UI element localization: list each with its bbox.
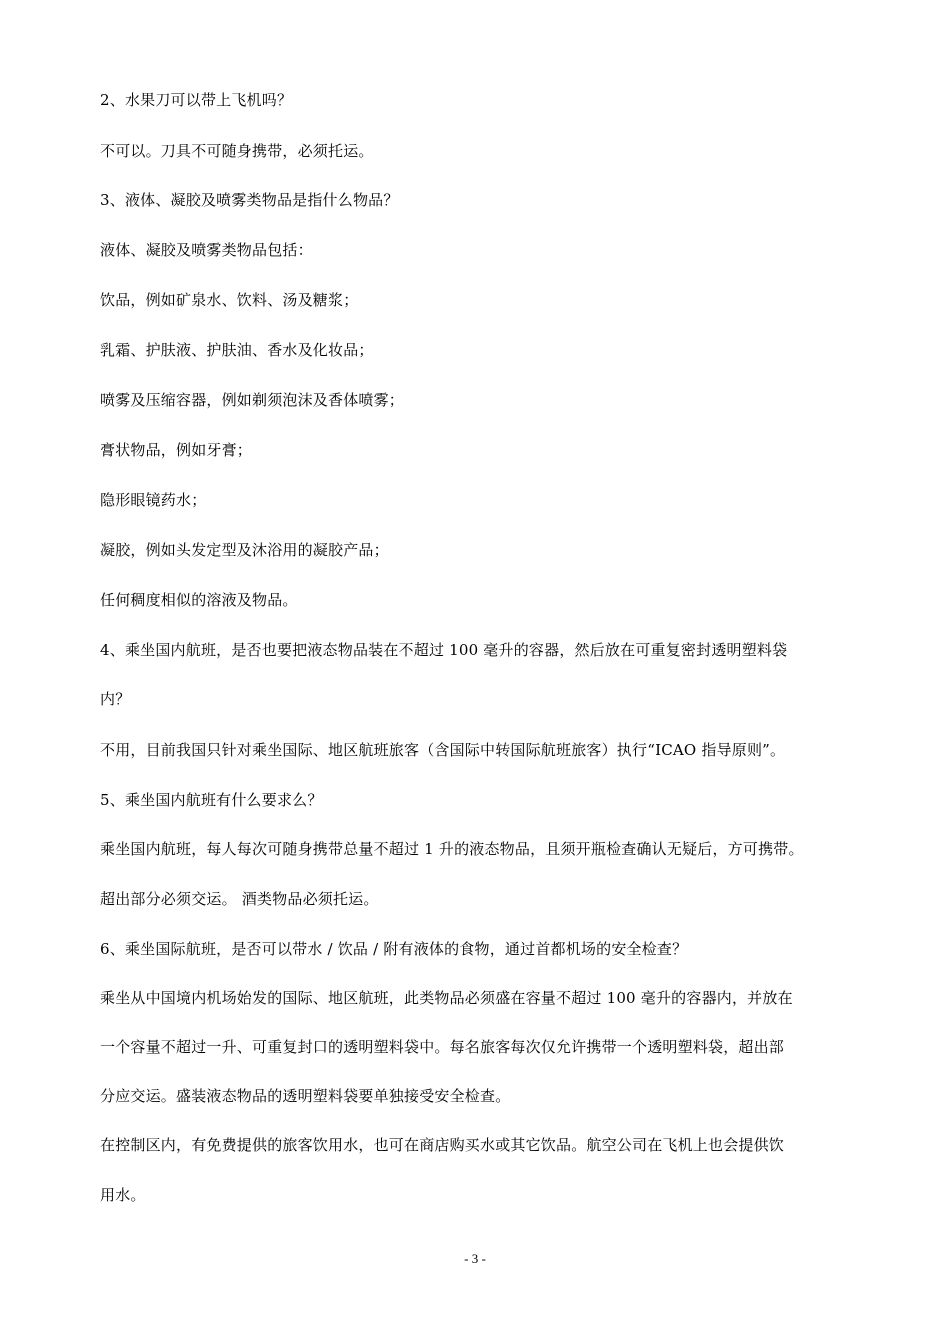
answer-3-item-6: 凝胶，例如头发定型及沐浴用的凝胶产品； — [100, 541, 389, 559]
answer-3-item-5: 隐形眼镜药水； — [100, 491, 207, 509]
question-4-line-2: 内？ — [100, 690, 131, 708]
answer-3-item-4: 膏状物品，例如牙膏； — [100, 441, 253, 459]
answer-3-intro: 液体、凝胶及喷雾类物品包括： — [100, 241, 313, 259]
answer-3-item-2: 乳霜、护肤液、护肤油、香水及化妆品； — [100, 341, 374, 359]
answer-5-line-1: 乘坐国内航班，每人每次可随身携带总量不超过 1 升的液态物品，且须开瓶检查确认无疑后，方可携带。 — [100, 840, 804, 858]
question-2: 2、水果刀可以带上飞机吗？ — [100, 91, 293, 109]
question-5: 5、乘坐国内航班有什么要求么？ — [100, 791, 323, 809]
question-3: 3、液体、凝胶及喷雾类物品是指什么物品？ — [100, 191, 399, 209]
answer-6-line-4: 在控制区内，有免费提供的旅客饮用水，也可在商店购买水或其它饮品。航空公司在飞机上也会提供饮 — [100, 1136, 785, 1154]
answer-5-line-2: 超出部分必须交运。 酒类物品必须托运。 — [100, 890, 379, 908]
answer-3-item-1: 饮品，例如矿泉水、饮料、汤及糖浆； — [100, 291, 359, 309]
answer-6-line-1: 乘坐从中国境内机场始发的国际、地区航班，此类物品必须盛在容量不超过 100 毫升的容器内，并放在 — [100, 989, 793, 1007]
answer-6-line-2: 一个容量不超过一升、可重复封口的透明塑料袋中。每名旅客每次仅允许携带一个透明塑料袋，超出部 — [100, 1038, 785, 1056]
answer-3-item-3: 喷雾及压缩容器，例如剃须泡沫及香体喷雾； — [100, 391, 405, 409]
answer-6-line-3: 分应交运。盛装液态物品的透明塑料袋要单独接受安全检查。 — [100, 1087, 511, 1105]
answer-6-line-5: 用水。 — [100, 1186, 146, 1204]
question-6: 6、乘坐国际航班，是否可以带水 / 饮品 / 附有液体的食物，通过首都机场的安全检查？ — [100, 940, 688, 958]
question-4-line-1: 4、乘坐国内航班，是否也要把液态物品装在不超过 100 毫升的容器，然后放在可重复密封透明塑料袋 — [100, 641, 788, 659]
answer-4: 不用，目前我国只针对乘坐国际、地区航班旅客（含国际中转国际航班旅客）执行“ICAO 指导原则”。 — [100, 741, 786, 759]
answer-2: 不可以。刀具不可随身携带，必须托运。 — [100, 142, 374, 160]
answer-3-item-7: 任何稠度相似的溶液及物品。 — [100, 591, 298, 609]
page-number: - 3 - — [464, 1251, 486, 1266]
